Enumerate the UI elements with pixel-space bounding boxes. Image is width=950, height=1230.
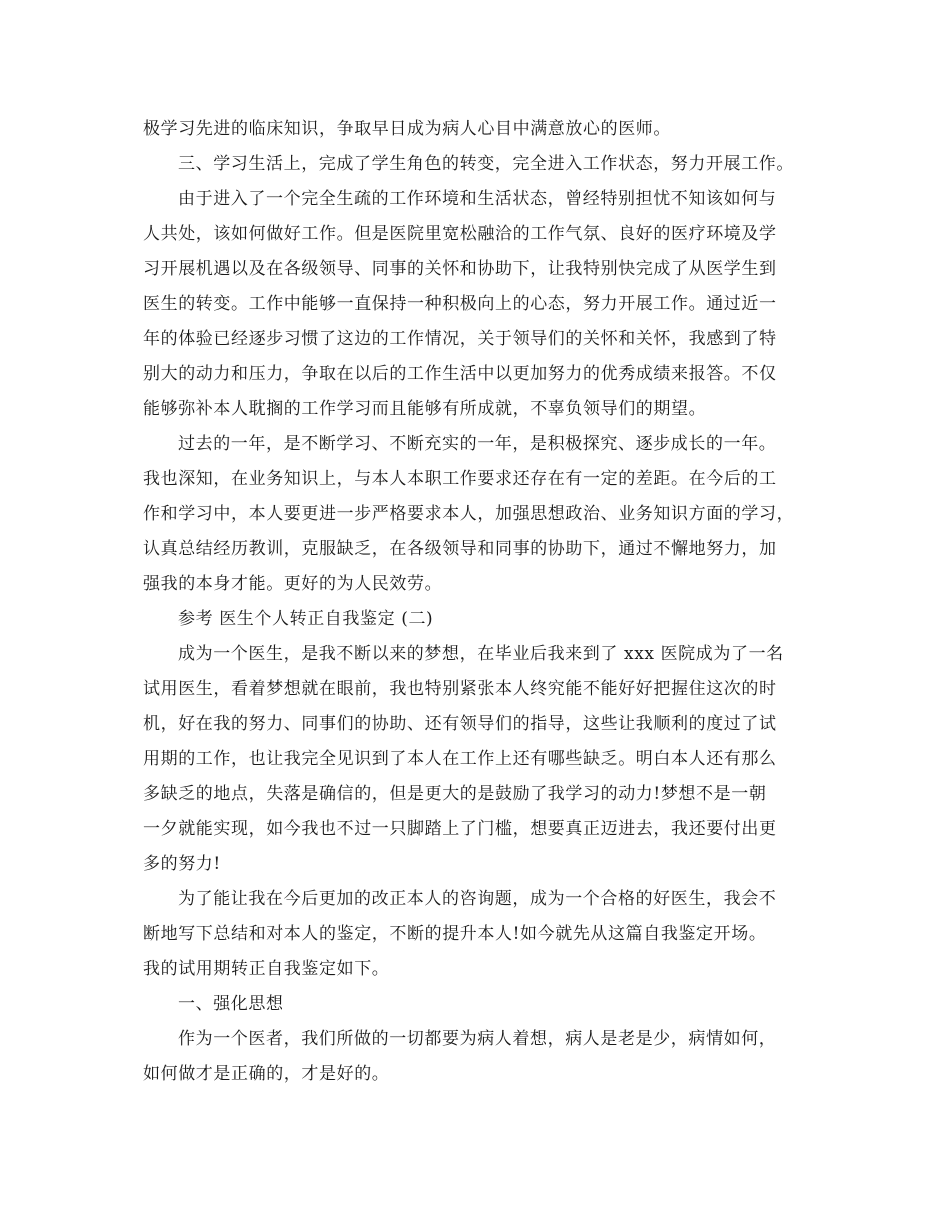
- body-text-line: 医生的转变。工作中能够一直保持一种积极向上的心态，努力开展工作。通过近一: [143, 294, 777, 314]
- body-text-line: 多缺乏的地点，失落是确信的，但是更大的是鼓励了我学习的动力!梦想不是一朝: [143, 784, 767, 804]
- body-text-line: 能够弥补本人耽搁的工作学习而且能够有所成就，不辜负领导们的期望。: [143, 399, 707, 419]
- paragraph-start-line: 过去的一年，是不断学习、不断充实的一年，是积极探究、逐步成长的一年。: [178, 434, 777, 454]
- body-text-line: 我的试用期转正自我鉴定如下。: [143, 959, 390, 979]
- body-text-line: 习开展机遇以及在各级领导、同事的关怀和协助下，让我特别快完成了从医学生到: [143, 259, 777, 279]
- body-text-line: 极学习先进的临床知识，争取早日成为病人心目中满意放心的医师。: [143, 119, 671, 139]
- body-text-line: 机，好在我的努力、同事们的协助、还有领导们的指导，这些让我顺利的度过了试: [143, 714, 777, 734]
- body-text-line: 人共处，该如何做好工作。但是医院里宽松融洽的工作气氛、良好的医疗环境及学: [143, 224, 777, 244]
- body-text-line: 多的努力!: [143, 854, 221, 874]
- paragraph-start-line: 为了能让我在今后更加的改正本人的咨询题，成为一个合格的好医生，我会不: [178, 889, 777, 909]
- body-text-line: 一夕就能实现，如今我也不过一只脚踏上了门槛，想要真正迈进去，我还要付出更: [143, 819, 777, 839]
- body-text-line: 别大的动力和压力，争取在以后的工作生活中以更加努力的优秀成绩来报答。不仅: [143, 364, 777, 384]
- body-text-line: 用期的工作，也让我完全见识到了本人在工作上还有哪些缺乏。明白本人还有那么: [143, 749, 777, 769]
- body-text-line: 断地写下总结和对本人的鉴定，不断的提升本人!如今就先从这篇自我鉴定开场。: [143, 924, 767, 944]
- paragraph-start-line: 作为一个医者，我们所做的一切都要为病人着想，病人是老是少，病情如何，: [178, 1029, 777, 1049]
- paragraph-start-line: 由于进入了一个完全生疏的工作环境和生活状态，曾经特别担忧不知该如何与: [178, 189, 777, 209]
- section-heading: 三、学习生活上，完成了学生角色的转变，完全进入工作状态，努力开展工作。: [178, 154, 794, 174]
- section-heading: 一、强化思想: [178, 994, 284, 1014]
- body-text-line: 如何做才是正确的，才是好的。: [143, 1064, 390, 1084]
- paragraph-start-line: 成为一个医生，是我不断以来的梦想，在毕业后我来到了 xxx 医院成为了一名: [178, 644, 784, 664]
- body-text-line: 认真总结经历教训，克服缺乏，在各级领导和同事的协助下，通过不懈地努力，加: [143, 539, 777, 559]
- body-text-line: 作和学习中，本人要更进一步严格要求本人，加强思想政治、业务知识方面的学习，: [143, 504, 795, 524]
- body-text-line: 年的体验已经逐步习惯了这边的工作情况，关于领导们的关怀和关怀，我感到了特: [143, 329, 777, 349]
- section-title: 参考 医生个人转正自我鉴定 (二): [178, 609, 434, 629]
- body-text-line: 我也深知，在业务知识上，与本人本职工作要求还存在有一定的差距。在今后的工: [143, 469, 777, 489]
- body-text-line: 强我的本身才能。更好的为人民效劳。: [143, 574, 443, 594]
- body-text-line: 试用医生，看着梦想就在眼前，我也特别紧张本人终究能不能好好把握住这次的时: [143, 679, 777, 699]
